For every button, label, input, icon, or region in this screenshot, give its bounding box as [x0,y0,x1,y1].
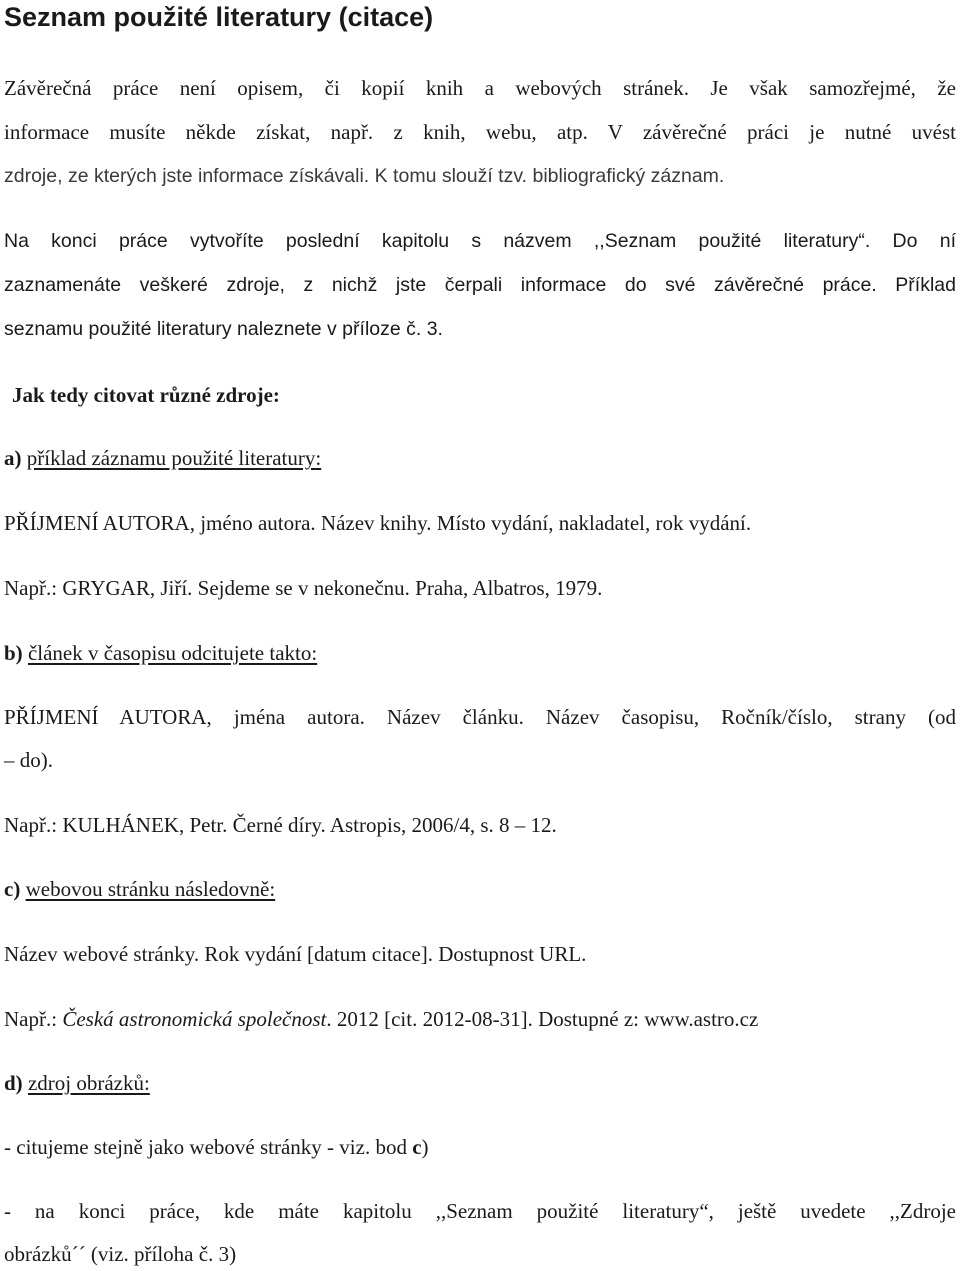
chapter-line-2: zaznamenáte veškeré zdroje, z nichž jste čerpali informace do své závěrečné práce. Příklad [4,274,956,296]
intro-line-1: Závěrečná práce není opisem, či kopií knih a webových stránek. Je však samozřejmé, že [4,76,956,100]
section-c-example [4,1004,758,1034]
section-c-example-title: Česká astronomická společnost [62,1007,327,1031]
section-b-header [4,638,317,668]
section-c-label: webovou stránku následovně: [25,877,276,901]
section-d-item-2-line-2: obrázků´´ (viz. příloha č. 3) [4,1242,237,1266]
section-b-letter: b) [4,641,23,665]
section-c-example-prefix: Např.: [4,1007,63,1031]
section-c-header [4,874,275,904]
intro-paragraph [4,66,956,198]
section-b-format-line-2: – do). [4,748,53,772]
section-b-label: článek v časopisu odcitujete takto: [27,641,318,665]
intro-line-3: zdroje, ze kterých jste informace získávali. K tomu slouží tzv. bibliografický záznam. [4,165,725,187]
section-a-format: PŘÍJMENÍ AUTORA, jméno autora. Název knihy. Místo vydání, nakladatel, rok vydání. [4,511,752,535]
chapter-line-1: Na konci práce vytvoříte poslední kapitolu s názvem ,,Seznam použité literatury“. Do ní [4,230,956,252]
page-title: Seznam použité literatury (citace) [4,2,434,32]
section-d-header [4,1068,150,1098]
section-d-item-1-prefix: - citujeme stejně jako webové stránky - viz. bod [4,1135,413,1159]
section-b-example: Např.: KULHÁNEK, Petr. Černé díry. Astropis, 2006/4, s. 8 – 12. [4,813,557,837]
intro-line-2: informace musíte někde získat, např. z knih, webu, atp. V závěrečné práci je nutné uvést [4,120,956,144]
section-heading: Jak tedy citovat různé zdroje: [12,383,280,407]
section-d-item-2-line-1: - na konci práce, kde máte kapitolu ,,Seznam použité literatury“, ještě uvedete ,,Zdroje [4,1199,956,1223]
section-d-label: zdroj obrázků: [27,1071,150,1095]
section-a-label: příklad záznamu použité literatury: [26,446,322,470]
section-c-example-rest: . 2012 [cit. 2012-08-31]. Dostupné z: www.astro.cz [326,1007,759,1031]
chapter-line-3: seznamu použité literatury naleznete v příloze č. 3. [4,318,443,340]
section-d-item-1-suffix: ) [421,1135,429,1159]
section-b-format-line-1: PŘÍJMENÍ AUTORA, jména autora. Název článku. Název časopisu, Ročník/číslo, strany (od [4,705,956,729]
section-d-letter: d) [4,1071,23,1095]
chapter-paragraph [4,219,956,351]
section-c-letter: c) [4,877,21,901]
section-a-example: Např.: GRYGAR, Jiří. Sejdeme se v nekonečnu. Praha, Albatros, 1979. [4,576,603,600]
section-a-header [4,443,321,473]
section-a-letter: a) [4,446,22,470]
section-c-format: Název webové stránky. Rok vydání [datum citace]. Dostupnost URL. [4,942,587,966]
section-d-item-1 [4,1132,429,1162]
section-d-item-1-ref: c [412,1135,422,1159]
